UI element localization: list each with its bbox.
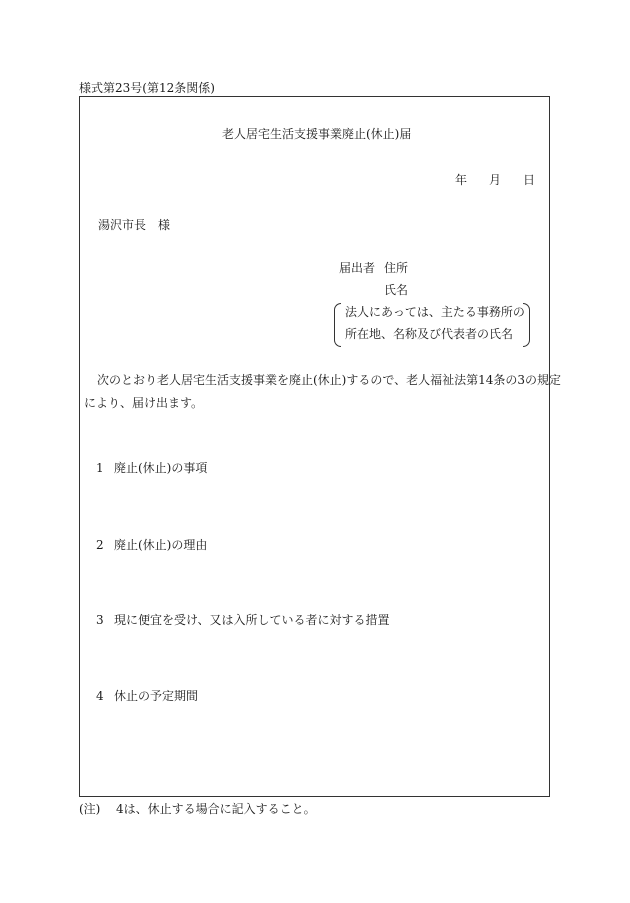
date-day-label: 日 xyxy=(523,173,536,187)
address-label: 住所 xyxy=(384,261,409,275)
footnote-text: 4は、休止する場合に記入すること。 xyxy=(116,802,316,816)
item-4-number: 4 xyxy=(96,689,104,703)
addressee: 湯沢市長 様 xyxy=(98,218,171,232)
date-year-label: 年 xyxy=(455,173,468,187)
body-text-line-2: により、届け出ます。 xyxy=(84,396,204,410)
name-label: 氏名 xyxy=(384,283,409,297)
item-3-number: 3 xyxy=(96,613,104,627)
item-1-text: 廃止(休止)の事項 xyxy=(114,461,208,475)
footnote-label: (注) xyxy=(79,802,101,816)
item-4-text: 休止の予定期間 xyxy=(114,689,199,703)
form-number: 様式第23号(第12条関係) xyxy=(79,81,215,95)
corporate-note-bracket-right xyxy=(523,303,530,347)
corporate-note-line-1: 法人にあっては、主たる事務所の xyxy=(345,305,525,319)
applicant-label: 届出者 xyxy=(339,261,376,275)
corporate-note-bracket-left xyxy=(334,303,341,347)
corporate-note-line-2: 所在地、名称及び代表者の氏名 xyxy=(345,327,514,341)
item-1-number: 1 xyxy=(96,461,104,475)
item-2-number: 2 xyxy=(96,538,104,552)
item-3-text: 現に便宜を受け、又は入所している者に対する措置 xyxy=(114,613,390,627)
body-text-line-1: 次のとおり老人居宅生活支援事業を廃止(休止)するので、老人福祉法第14条の3の規定 xyxy=(97,373,562,387)
form-title: 老人居宅生活支援事業廃止(休止)届 xyxy=(222,127,412,141)
item-2-text: 廃止(休止)の理由 xyxy=(114,538,208,552)
date-month-label: 月 xyxy=(489,173,502,187)
